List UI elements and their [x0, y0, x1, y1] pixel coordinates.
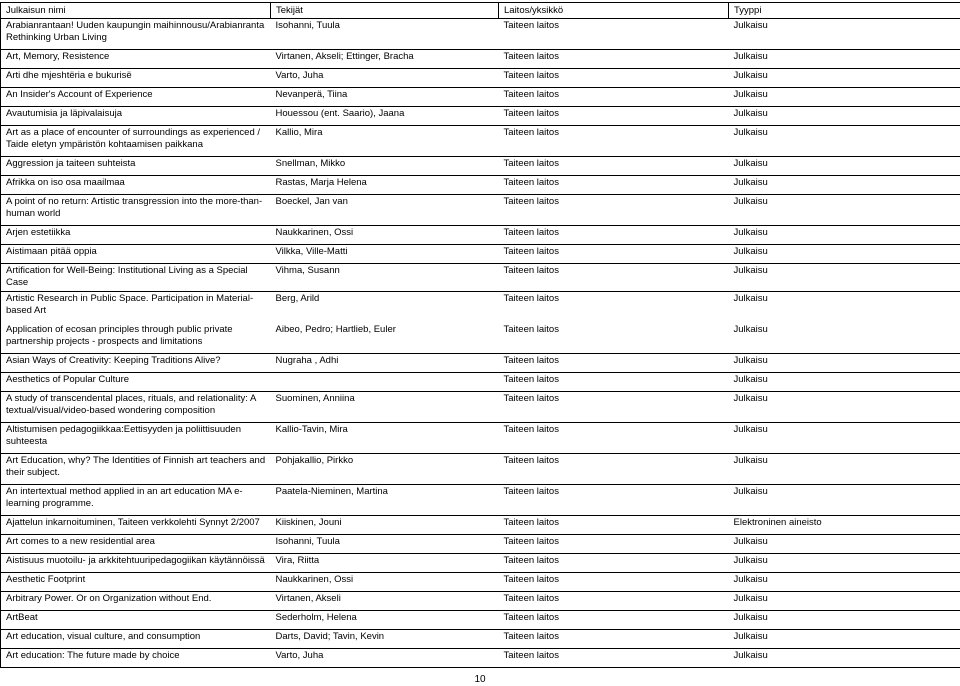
row-unit: Taiteen laitos — [503, 89, 559, 100]
row-type: Julkaisu — [729, 423, 960, 454]
row-title: Arjen estetiikka — [1, 226, 271, 245]
table-row — [1, 516, 960, 535]
row-type: Julkaisu — [729, 373, 960, 392]
row-type: Julkaisu — [729, 264, 960, 292]
table-row — [1, 630, 960, 649]
row-title: Ajattelun inkarnoituminen, Taiteen verkkolehti Synnyt 2/2007 — [1, 516, 271, 535]
row-type: Julkaisu — [729, 573, 960, 592]
row-title: Application of ecosan principles through public private partnership projects - prospects and limitations — [1, 321, 271, 354]
row-authors: Varto, Juha — [275, 650, 324, 662]
publications-table — [0, 2, 960, 668]
table-row — [1, 126, 960, 157]
table-row — [1, 226, 960, 245]
row-type: Julkaisu — [729, 226, 960, 245]
row-title: Arti dhe mjeshtëria e bukurisë — [1, 69, 271, 88]
row-authors: Nevanperä, Tiina — [275, 89, 348, 100]
row-type: Julkaisu — [729, 630, 960, 649]
row-authors: Houessou (ent. Saario), Jaana — [275, 108, 405, 119]
row-unit: Taiteen laitos — [503, 20, 559, 31]
header-unit: Laitos/yksikkö — [499, 3, 729, 19]
row-type: Julkaisu — [729, 554, 960, 573]
row-unit: Taiteen laitos — [503, 324, 559, 336]
table-header — [1, 3, 960, 19]
row-unit: Taiteen laitos — [503, 631, 559, 643]
row-unit: Taiteen laitos — [503, 177, 559, 188]
row-title: Art education, visual culture, and consumption — [1, 630, 271, 649]
table-row — [1, 611, 960, 630]
row-unit: Taiteen laitos — [503, 650, 559, 662]
row-unit: Taiteen laitos — [503, 246, 559, 257]
row-title: Art education: The future made by choice — [1, 649, 271, 668]
table-row — [1, 176, 960, 195]
row-type: Julkaisu — [729, 176, 960, 195]
row-unit: Taiteen laitos — [503, 127, 559, 138]
row-unit: Taiteen laitos — [503, 374, 559, 386]
table-row — [1, 292, 960, 322]
table-row — [1, 554, 960, 573]
row-authors: Naukkarinen, Ossi — [275, 227, 354, 238]
row-unit: Taiteen laitos — [503, 555, 559, 567]
row-unit: Taiteen laitos — [503, 293, 559, 305]
table-row — [1, 649, 960, 668]
row-unit: Taiteen laitos — [503, 486, 559, 498]
table-row — [1, 354, 960, 373]
row-title: Art, Memory, Resistence — [1, 50, 271, 69]
row-type: Julkaisu — [729, 592, 960, 611]
row-authors: Snellman, Mikko — [275, 158, 346, 169]
row-authors: Nugraha , Adhi — [275, 355, 339, 367]
row-type: Julkaisu — [729, 392, 960, 423]
row-type: Julkaisu — [729, 50, 960, 69]
row-title: Avautumisia ja läpivalaisuja — [1, 107, 271, 126]
row-unit: Taiteen laitos — [503, 612, 559, 624]
table-row — [1, 373, 960, 392]
row-unit: Taiteen laitos — [503, 265, 559, 276]
row-authors: Boeckel, Jan van — [275, 196, 348, 207]
row-unit: Taiteen laitos — [503, 574, 559, 586]
row-title: Aistisuus muotoilu- ja arkkitehtuuripedagogiikan käytännöissä — [1, 554, 271, 573]
header-title: Julkaisun nimi — [1, 3, 271, 19]
row-type: Julkaisu — [729, 354, 960, 373]
row-type: Julkaisu — [729, 126, 960, 157]
row-type: Julkaisu — [729, 69, 960, 88]
row-authors: Aibeo, Pedro; Hartlieb, Euler — [275, 324, 396, 336]
row-type: Julkaisu — [729, 454, 960, 485]
row-type: Julkaisu — [729, 649, 960, 668]
row-type: Elektroninen aineisto — [729, 516, 960, 535]
row-title: Artification for Well-Being: Institutional Living as a Special Case — [1, 264, 271, 292]
row-authors: Varto, Juha — [275, 70, 324, 81]
row-title: Aesthetics of Popular Culture — [1, 373, 271, 392]
table-row — [1, 50, 960, 69]
row-type: Julkaisu — [729, 292, 960, 322]
row-authors: Vihma, Susann — [275, 265, 340, 276]
row-title: Aggression ja taiteen suhteista — [1, 157, 271, 176]
row-type: Julkaisu — [729, 157, 960, 176]
row-title: Arabianrantaan! Uuden kaupungin maihinnousu/Arabianranta Rethinking Urban Living — [1, 19, 271, 50]
row-authors: Isohanni, Tuula — [275, 20, 340, 31]
table-row — [1, 264, 960, 292]
row-authors: Pohjakallio, Pirkko — [275, 455, 354, 467]
table-row — [1, 195, 960, 226]
row-title: An intertextual method applied in an art education MA e-learning programme. — [1, 485, 271, 516]
row-title: A point of no return: Artistic transgression into the more-than-human world — [1, 195, 271, 226]
table-row — [1, 69, 960, 88]
header-type: Tyyppi — [729, 3, 960, 19]
table-row — [1, 321, 960, 354]
row-authors: Kiiskinen, Jouni — [275, 517, 342, 529]
row-unit: Taiteen laitos — [503, 455, 559, 467]
table-row — [1, 107, 960, 126]
table-row — [1, 592, 960, 611]
table-row — [1, 423, 960, 454]
row-type: Julkaisu — [729, 535, 960, 554]
row-unit: Taiteen laitos — [503, 227, 559, 238]
row-type: Julkaisu — [729, 611, 960, 630]
row-unit: Taiteen laitos — [503, 355, 559, 367]
row-type: Julkaisu — [729, 245, 960, 264]
table-row — [1, 535, 960, 554]
row-type: Julkaisu — [729, 19, 960, 50]
row-title: Art Education, why? The Identities of Finnish art teachers and their subject. — [1, 454, 271, 485]
row-authors: Virtanen, Akseli — [275, 593, 341, 605]
row-authors: Naukkarinen, Ossi — [275, 574, 354, 586]
row-type: Julkaisu — [729, 88, 960, 107]
row-authors: Paatela-Nieminen, Martina — [275, 486, 388, 498]
row-unit: Taiteen laitos — [503, 393, 559, 405]
row-title: ArtBeat — [1, 611, 271, 630]
row-type: Julkaisu — [729, 485, 960, 516]
row-unit: Taiteen laitos — [503, 158, 559, 169]
row-authors: Isohanni, Tuula — [275, 536, 340, 548]
table-body — [1, 19, 960, 668]
row-unit: Taiteen laitos — [503, 196, 559, 207]
header-row — [1, 3, 960, 19]
row-title: Afrikka on iso osa maailmaa — [1, 176, 271, 195]
row-type: Julkaisu — [729, 321, 960, 354]
table-row — [1, 245, 960, 264]
row-title: Artistic Research in Public Space. Participation in Material-based Art — [1, 292, 271, 322]
row-title: Asian Ways of Creativity: Keeping Traditions Alive? — [1, 354, 271, 373]
row-title: Art comes to a new residential area — [1, 535, 271, 554]
row-title: Arbitrary Power. Or on Organization without End. — [1, 592, 271, 611]
header-authors: Tekijät — [271, 3, 499, 19]
row-unit: Taiteen laitos — [503, 108, 559, 119]
row-authors: Kallio, Mira — [275, 127, 323, 138]
row-authors: Darts, David; Tavin, Kevin — [275, 631, 385, 643]
row-title: Aistimaan pitää oppia — [1, 245, 271, 264]
row-authors: Kallio-Tavin, Mira — [275, 424, 348, 436]
row-authors — [271, 373, 499, 392]
table-row — [1, 573, 960, 592]
row-authors: Vilkka, Ville-Matti — [275, 246, 348, 257]
table-row — [1, 485, 960, 516]
row-title: Art as a place of encounter of surroundings as experienced / Taide eletyn ympäristön kohtaamisen paikkana — [1, 126, 271, 157]
row-authors: Vira, Riitta — [275, 555, 320, 567]
row-title: A study of transcendental places, rituals, and relationality: A textual/visual/video-based wondering composition — [1, 392, 271, 423]
table-row — [1, 157, 960, 176]
row-unit: Taiteen laitos — [503, 593, 559, 605]
row-title: An Insider's Account of Experience — [1, 88, 271, 107]
row-authors: Suominen, Anniina — [275, 393, 355, 405]
row-unit: Taiteen laitos — [503, 70, 559, 81]
table-row — [1, 454, 960, 485]
table-row — [1, 19, 960, 50]
row-unit: Taiteen laitos — [503, 424, 559, 436]
table-row — [1, 392, 960, 423]
row-type: Julkaisu — [729, 107, 960, 126]
row-authors: Berg, Arild — [275, 293, 320, 305]
row-authors: Rastas, Marja Helena — [275, 177, 367, 188]
row-type: Julkaisu — [729, 195, 960, 226]
table-row — [1, 88, 960, 107]
row-title: Aesthetic Footprint — [1, 573, 271, 592]
row-unit: Taiteen laitos — [503, 51, 559, 62]
row-title: Altistumisen pedagogiikkaa:Eettisyyden ja poliittisuuden suhteesta — [1, 423, 271, 454]
row-authors: Virtanen, Akseli; Ettinger, Bracha — [275, 51, 414, 62]
page-number: 10 — [474, 674, 486, 685]
row-unit: Taiteen laitos — [503, 517, 559, 529]
row-unit: Taiteen laitos — [503, 536, 559, 548]
row-authors: Sederholm, Helena — [275, 612, 357, 624]
